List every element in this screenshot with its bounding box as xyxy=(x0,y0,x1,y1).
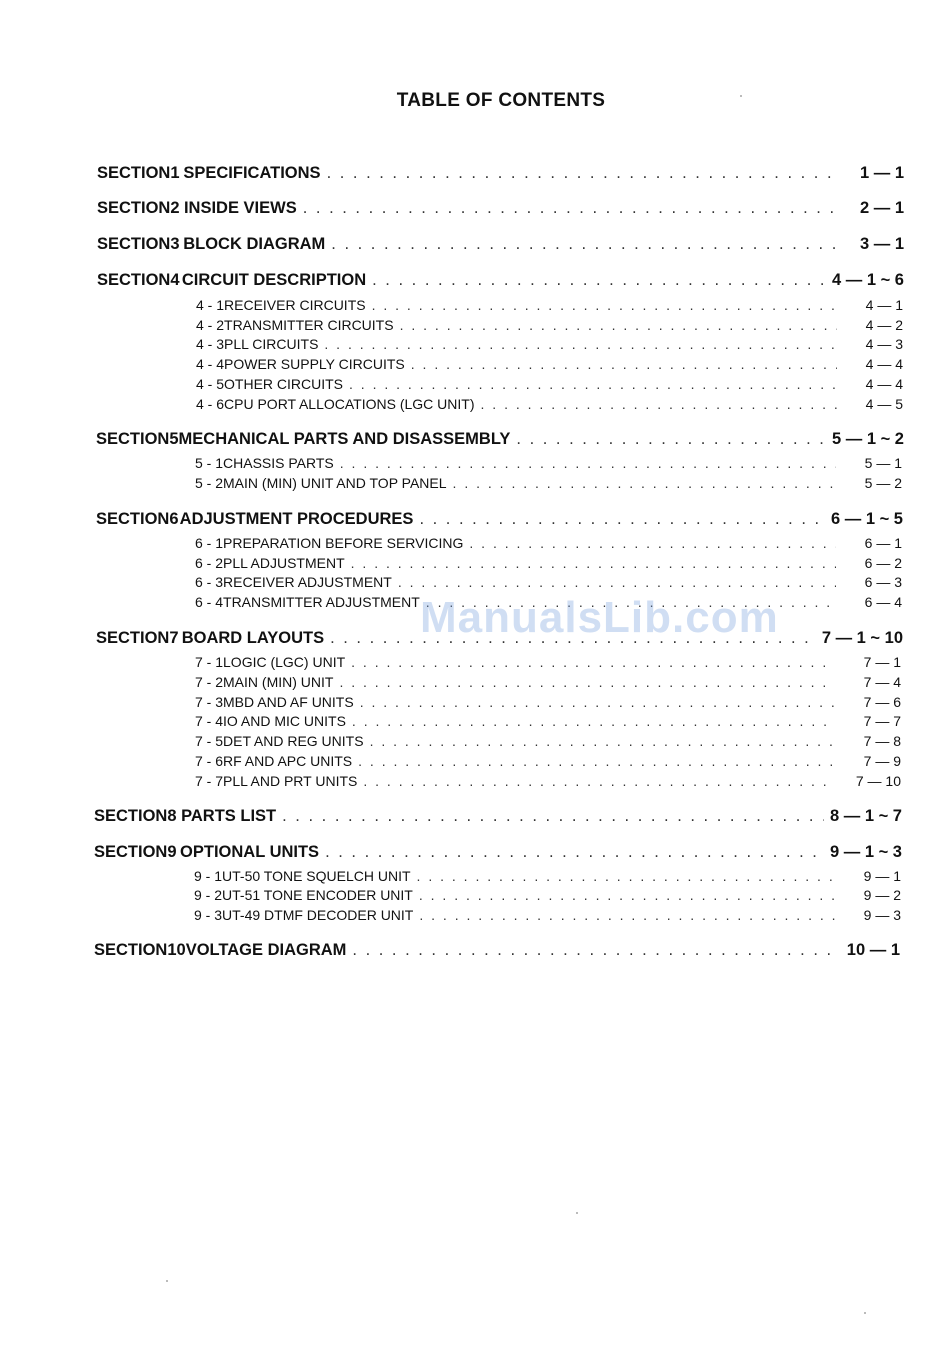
subsection-number: 7 - 7 xyxy=(195,773,224,789)
toc-subsection-row xyxy=(196,396,903,412)
toc-subsection-row xyxy=(195,594,902,610)
subsection-number: 5 - 2 xyxy=(195,475,224,491)
leader-dots xyxy=(327,164,838,183)
scan-speck xyxy=(166,1280,168,1282)
scan-speck xyxy=(864,1312,866,1314)
leader-dots xyxy=(351,654,835,670)
section-number: 5 xyxy=(169,430,179,448)
watermark: ManualsLib.com xyxy=(420,593,779,642)
leader-dots xyxy=(370,733,835,749)
page-reference: 5 — 2 xyxy=(864,475,902,491)
toc-subsection-row xyxy=(195,455,902,471)
section-label: SECTION xyxy=(97,199,171,217)
leader-dots xyxy=(411,356,837,372)
subsection-number: 9 - 3 xyxy=(194,907,223,923)
subsection-number: 6 - 1 xyxy=(195,535,224,551)
toc-section-row xyxy=(96,629,903,648)
subsection-title: UT-49 DTMF DECODER UNIT xyxy=(222,907,414,923)
toc-subsection-row xyxy=(195,535,902,551)
subsection-title: MAIN (MIN) UNIT AND TOP PANEL xyxy=(223,475,447,491)
toc-subsection-row xyxy=(196,376,903,392)
subsection-title: RECEIVER CIRCUITS xyxy=(224,297,366,313)
toc-section-row xyxy=(94,941,900,960)
subsection-title: MAIN (MIN) UNIT xyxy=(223,674,334,690)
leader-dots xyxy=(352,713,835,729)
section-number: 8 xyxy=(167,807,177,825)
page-reference: 1 — 1 xyxy=(859,164,904,182)
leader-dots xyxy=(363,773,835,789)
leader-dots xyxy=(419,887,835,903)
toc-section-row xyxy=(97,199,904,218)
leader-dots xyxy=(351,555,836,571)
page-reference: 8 — 1 ~ 7 xyxy=(829,807,902,825)
subsection-number: 9 - 2 xyxy=(194,887,223,903)
page-reference: 5 — 1 ~ 2 xyxy=(831,430,904,448)
leader-dots xyxy=(400,317,837,333)
subsection-title: OTHER CIRCUITS xyxy=(224,376,344,392)
subsection-title: TRANSMITTER CIRCUITS xyxy=(224,317,394,333)
section-title: BLOCK DIAGRAM xyxy=(183,235,326,253)
toc-subsection-row xyxy=(194,907,901,923)
page-reference: 6 — 3 xyxy=(864,574,902,590)
subsection-title: RECEIVER ADJUSTMENT xyxy=(223,574,392,590)
subsection-title: PLL AND PRT UNITS xyxy=(223,773,358,789)
leader-dots xyxy=(426,594,836,610)
subsection-number: 4 - 2 xyxy=(196,317,225,333)
section-title: CIRCUIT DESCRIPTION xyxy=(181,271,367,289)
section-number: 4 xyxy=(170,271,180,289)
leader-dots xyxy=(417,868,835,884)
page-reference: 3 — 1 xyxy=(859,235,904,253)
page-reference: 6 — 1 xyxy=(864,535,902,551)
section-label: SECTION xyxy=(97,271,171,289)
leader-dots xyxy=(453,475,836,491)
section-label: SECTION xyxy=(94,941,168,959)
subsection-title: DET AND REG UNITS xyxy=(223,733,364,749)
page-reference: 9 — 1 xyxy=(863,868,901,884)
subsection-title: CHASSIS PARTS xyxy=(223,455,334,471)
subsection-number: 9 - 1 xyxy=(194,868,223,884)
toc-subsection-row xyxy=(195,674,901,690)
page-reference: 7 — 1 xyxy=(863,654,901,670)
toc-subsection-row xyxy=(195,713,901,729)
subsection-number: 5 - 1 xyxy=(195,455,224,471)
subsection-number: 7 - 6 xyxy=(195,753,224,769)
toc-subsection-row xyxy=(194,887,901,903)
page-title: TABLE OF CONTENTS xyxy=(396,90,606,111)
page-reference: 4 — 3 xyxy=(865,336,903,352)
leader-dots xyxy=(303,199,838,218)
page-reference: 10 — 1 xyxy=(846,941,900,959)
toc-subsection-row xyxy=(195,694,901,710)
leader-dots xyxy=(331,235,838,254)
leader-dots xyxy=(469,535,836,551)
page-reference: 4 — 4 xyxy=(865,376,903,392)
section-title: PARTS LIST xyxy=(181,807,277,825)
toc-section-row xyxy=(97,164,904,183)
subsection-title: POWER SUPPLY CIRCUITS xyxy=(224,356,405,372)
subsection-number: 7 - 5 xyxy=(195,733,224,749)
page-reference: 7 — 9 xyxy=(863,753,901,769)
leader-dots xyxy=(349,376,837,392)
section-number: 6 xyxy=(169,510,179,528)
scan-speck xyxy=(740,95,742,97)
section-title: OPTIONAL UNITS xyxy=(180,843,320,861)
subsection-title: RF AND APC UNITS xyxy=(223,753,353,769)
section-title: BOARD LAYOUTS xyxy=(181,629,325,647)
toc-subsection-row xyxy=(195,475,902,491)
page-reference: 4 — 5 xyxy=(865,396,903,412)
page-reference: 9 — 3 xyxy=(863,907,901,923)
toc-section-row xyxy=(94,807,902,826)
toc-subsection-row xyxy=(195,555,902,571)
page-reference: 4 — 1 xyxy=(865,297,903,313)
section-label: SECTION xyxy=(96,510,170,528)
subsection-title: PREPARATION BEFORE SERVICING xyxy=(223,535,464,551)
leader-dots xyxy=(372,297,837,313)
section-number: 2 xyxy=(170,199,180,217)
subsection-title: TRANSMITTER ADJUSTMENT xyxy=(223,594,420,610)
page-reference: 4 — 4 xyxy=(865,356,903,372)
toc-subsection-row xyxy=(196,356,903,372)
leader-dots xyxy=(481,396,837,412)
subsection-number: 4 - 6 xyxy=(196,396,225,412)
section-label: SECTION xyxy=(96,430,170,448)
toc-subsection-row xyxy=(195,753,901,769)
leader-dots xyxy=(352,941,834,960)
section-number: 9 xyxy=(167,843,177,861)
toc-subsection-row xyxy=(196,317,903,333)
subsection-title: UT-50 TONE SQUELCH UNIT xyxy=(222,868,411,884)
toc-subsection-row xyxy=(194,868,901,884)
toc-section-row xyxy=(97,235,904,254)
toc-subsection-row xyxy=(195,733,901,749)
page-reference: 7 — 10 xyxy=(855,773,901,789)
leader-dots xyxy=(516,430,826,449)
subsection-number: 7 - 1 xyxy=(195,654,224,670)
section-number: 3 xyxy=(170,235,180,253)
subsection-title: PLL ADJUSTMENT xyxy=(223,555,345,571)
subsection-title: UT-51 TONE ENCODER UNIT xyxy=(222,887,413,903)
subsection-number: 4 - 1 xyxy=(196,297,225,313)
subsection-number: 7 - 3 xyxy=(195,694,224,710)
section-number: 10 xyxy=(167,941,186,959)
page-reference: 6 — 2 xyxy=(864,555,902,571)
leader-dots xyxy=(360,694,835,710)
page-reference: 4 — 1 ~ 6 xyxy=(831,271,904,289)
page-reference: 9 — 1 ~ 3 xyxy=(829,843,902,861)
section-title: ADJUSTMENT PROCEDURES xyxy=(179,510,414,528)
section-label: SECTION xyxy=(94,807,168,825)
section-title: INSIDE VIEWS xyxy=(183,199,297,217)
page-reference: 7 — 1 ~ 10 xyxy=(821,629,903,647)
section-number: 1 xyxy=(170,164,180,182)
subsection-title: CPU PORT ALLOCATIONS (LGC UNIT) xyxy=(224,396,475,412)
page-reference: 6 — 1 ~ 5 xyxy=(830,510,903,528)
leader-dots xyxy=(398,574,836,590)
scan-speck xyxy=(576,1212,578,1214)
section-title: MECHANICAL PARTS AND DISASSEMBLY xyxy=(178,430,511,448)
section-label: SECTION xyxy=(96,629,170,647)
leader-dots xyxy=(325,843,824,862)
page-reference: 4 — 2 xyxy=(865,317,903,333)
toc-subsection-row xyxy=(196,336,903,352)
subsection-number: 6 - 4 xyxy=(195,594,224,610)
toc-section-row xyxy=(97,271,904,290)
subsection-number: 4 - 5 xyxy=(196,376,225,392)
toc-section-row xyxy=(96,510,903,529)
subsection-number: 7 - 2 xyxy=(195,674,224,690)
leader-dots xyxy=(372,271,826,290)
toc-subsection-row xyxy=(195,574,902,590)
page-reference: 7 — 8 xyxy=(863,733,901,749)
toc-subsection-row xyxy=(195,773,901,789)
page-reference: 9 — 2 xyxy=(863,887,901,903)
page-reference: 5 — 1 xyxy=(864,455,902,471)
subsection-number: 4 - 4 xyxy=(196,356,225,372)
page-reference: 7 — 7 xyxy=(863,713,901,729)
leader-dots xyxy=(339,674,835,690)
leader-dots xyxy=(282,807,824,826)
section-number: 7 xyxy=(169,629,179,647)
subsection-number: 7 - 4 xyxy=(195,713,224,729)
section-label: SECTION xyxy=(97,235,171,253)
page-reference: 2 — 1 xyxy=(859,199,904,217)
page-reference: 7 — 4 xyxy=(863,674,901,690)
subsection-number: 6 - 3 xyxy=(195,574,224,590)
toc-section-row xyxy=(96,430,904,449)
leader-dots xyxy=(419,907,835,923)
leader-dots xyxy=(358,753,835,769)
page-reference: 7 — 6 xyxy=(863,694,901,710)
subsection-number: 6 - 2 xyxy=(195,555,224,571)
toc-subsection-row xyxy=(196,297,903,313)
leader-dots xyxy=(324,336,837,352)
subsection-title: IO AND MIC UNITS xyxy=(223,713,346,729)
toc-section-row xyxy=(94,843,902,862)
subsection-title: PLL CIRCUITS xyxy=(224,336,319,352)
subsection-title: LOGIC (LGC) UNIT xyxy=(223,654,346,670)
toc-subsection-row xyxy=(195,654,901,670)
section-title: SPECIFICATIONS xyxy=(183,164,321,182)
section-title: VOLTAGE DIAGRAM xyxy=(185,941,347,959)
section-label: SECTION xyxy=(97,164,171,182)
subsection-number: 4 - 3 xyxy=(196,336,225,352)
subsection-title: MBD AND AF UNITS xyxy=(223,694,354,710)
leader-dots xyxy=(340,455,836,471)
leader-dots xyxy=(330,629,816,648)
leader-dots xyxy=(419,510,825,529)
section-label: SECTION xyxy=(94,843,168,861)
page-reference: 6 — 4 xyxy=(864,594,902,610)
